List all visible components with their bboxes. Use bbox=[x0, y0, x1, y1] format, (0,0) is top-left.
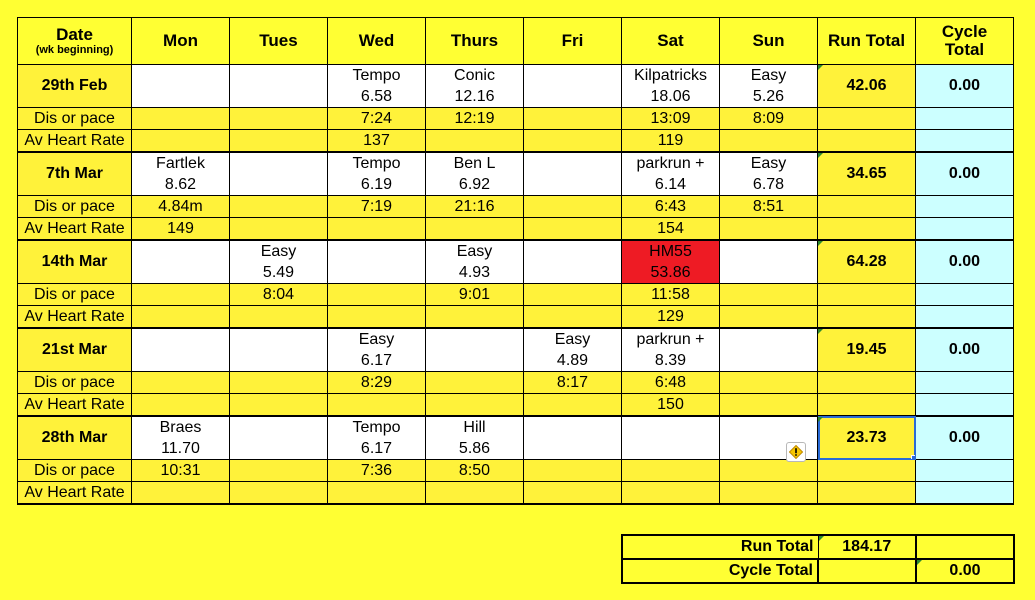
cycle-total-cell[interactable]: 0.00 bbox=[916, 152, 1014, 196]
header-date-sub: (wk beginning) bbox=[35, 43, 114, 56]
week-0-pace-row bbox=[18, 108, 1014, 130]
cell-wed-hr[interactable] bbox=[328, 306, 426, 329]
cell-mon-name[interactable] bbox=[132, 328, 230, 350]
week-2-hr-row bbox=[18, 306, 1014, 329]
header-thurs[interactable]: Thurs bbox=[426, 18, 524, 65]
warning-icon[interactable] bbox=[786, 442, 806, 462]
cell-mon-hr[interactable] bbox=[132, 130, 230, 153]
cell-mon-name[interactable] bbox=[132, 240, 230, 262]
run-total-cell[interactable]: 34.65 bbox=[818, 152, 916, 196]
cell-sun-name[interactable]: Easy bbox=[720, 152, 818, 174]
cell-tues-dist[interactable] bbox=[230, 174, 328, 196]
cell-fri-hr[interactable] bbox=[524, 394, 622, 417]
cell-tues-name[interactable] bbox=[230, 328, 328, 350]
cell-sat-name[interactable]: Kilpatricks bbox=[622, 65, 720, 87]
cycle-total-cell[interactable]: 0.00 bbox=[916, 328, 1014, 372]
week-date[interactable]: 29th Feb bbox=[18, 65, 132, 108]
cell-thurs-dist[interactable]: 5.86 bbox=[426, 438, 524, 460]
cell-mon-name[interactable]: Braes bbox=[132, 416, 230, 438]
cell-thurs-name[interactable]: Ben L bbox=[426, 152, 524, 174]
cell-mon-name[interactable]: Fartlek bbox=[132, 152, 230, 174]
cell-wed-pace[interactable]: 7:19 bbox=[328, 196, 426, 218]
cycle-total-empty-cell[interactable] bbox=[916, 394, 1014, 417]
week-4-pace-row bbox=[18, 460, 1014, 482]
run-total-empty-cell[interactable] bbox=[818, 482, 916, 505]
week-3-name-row bbox=[18, 328, 1014, 350]
header-date[interactable] bbox=[18, 18, 132, 65]
cycle-total-empty-cell[interactable] bbox=[916, 196, 1014, 218]
cell-tues-pace[interactable] bbox=[230, 196, 328, 218]
cell-mon-dist[interactable] bbox=[132, 350, 230, 372]
cell-thurs-hr[interactable] bbox=[426, 306, 524, 329]
cell-fri-name[interactable] bbox=[524, 416, 622, 438]
heart-rate-row-label[interactable]: Av Heart Rate bbox=[18, 130, 132, 153]
cell-thurs-hr[interactable] bbox=[426, 218, 524, 241]
grid-body bbox=[18, 65, 1014, 505]
cell-mon-dist[interactable] bbox=[132, 262, 230, 284]
cell-fri-pace[interactable] bbox=[524, 284, 622, 306]
cell-mon-pace[interactable] bbox=[132, 284, 230, 306]
cell-fri-pace[interactable] bbox=[524, 460, 622, 482]
run-total-empty-cell[interactable] bbox=[818, 460, 916, 482]
run-total-empty-cell[interactable] bbox=[818, 130, 916, 153]
run-total-empty-cell[interactable] bbox=[818, 372, 916, 394]
cell-fri-dist[interactable] bbox=[524, 86, 622, 108]
header-cycle-label: Cycle bbox=[941, 22, 988, 41]
run-total-empty-cell[interactable] bbox=[818, 218, 916, 241]
cell-tues-hr[interactable] bbox=[230, 394, 328, 417]
cell-thurs-hr[interactable] bbox=[426, 394, 524, 417]
cell-sat-dist[interactable]: 18.06 bbox=[622, 86, 720, 108]
cell-thurs-hr[interactable] bbox=[426, 130, 524, 153]
cell-wed-pace[interactable]: 8:29 bbox=[328, 372, 426, 394]
cell-fri-pace[interactable]: 8:17 bbox=[524, 372, 622, 394]
summary-run-total-row bbox=[622, 535, 1014, 559]
run-total-empty-cell[interactable] bbox=[818, 306, 916, 329]
cycle-total-cell[interactable]: 0.00 bbox=[916, 65, 1014, 108]
heart-rate-row-label[interactable]: Av Heart Rate bbox=[18, 306, 132, 329]
cell-sun-dist[interactable] bbox=[720, 350, 818, 372]
cell-tues-hr[interactable] bbox=[230, 482, 328, 505]
warning-icon-glyph bbox=[789, 445, 803, 459]
header-cycle-total[interactable] bbox=[916, 18, 1014, 65]
cell-sun-pace[interactable] bbox=[720, 372, 818, 394]
cell-sun-pace[interactable]: 8:09 bbox=[720, 108, 818, 130]
header-sat[interactable]: Sat bbox=[622, 18, 720, 65]
cell-thurs-name[interactable]: Easy bbox=[426, 240, 524, 262]
cell-sat-pace[interactable]: 6:48 bbox=[622, 372, 720, 394]
run-total-empty-cell[interactable] bbox=[818, 394, 916, 417]
week-2-pace-row bbox=[18, 284, 1014, 306]
cell-sun-dist[interactable]: 5.26 bbox=[720, 86, 818, 108]
heart-rate-row-label[interactable]: Av Heart Rate bbox=[18, 482, 132, 505]
cell-mon-pace[interactable] bbox=[132, 372, 230, 394]
cell-sat-hr[interactable] bbox=[622, 482, 720, 505]
cell-wed-pace[interactable]: 7:24 bbox=[328, 108, 426, 130]
run-total-empty-cell[interactable] bbox=[818, 284, 916, 306]
header-wed[interactable]: Wed bbox=[328, 18, 426, 65]
summary-run-total-label[interactable]: Run Total bbox=[622, 535, 818, 559]
cell-sat-name[interactable] bbox=[622, 416, 720, 438]
week-1-name-row bbox=[18, 152, 1014, 174]
cell-sun-dist[interactable]: 6.78 bbox=[720, 174, 818, 196]
pace-row-label[interactable]: Dis or pace bbox=[18, 372, 132, 394]
week-date[interactable]: 14th Mar bbox=[18, 240, 132, 284]
cycle-total-empty-cell[interactable] bbox=[916, 108, 1014, 130]
cell-wed-hr[interactable] bbox=[328, 482, 426, 505]
cell-sun-name[interactable] bbox=[720, 328, 818, 350]
cycle-total-empty-cell[interactable] bbox=[916, 130, 1014, 153]
cell-sat-pace[interactable] bbox=[622, 460, 720, 482]
cell-thurs-pace[interactable]: 12:19 bbox=[426, 108, 524, 130]
training-log-grid bbox=[17, 17, 1014, 505]
cell-sat-dist[interactable]: 8.39 bbox=[622, 350, 720, 372]
cell-mon-pace[interactable]: 10:31 bbox=[132, 460, 230, 482]
run-total-empty-cell[interactable] bbox=[818, 196, 916, 218]
cycle-total-empty-cell[interactable] bbox=[916, 306, 1014, 329]
cell-fri-dist[interactable] bbox=[524, 262, 622, 284]
summary-run-total-value[interactable]: 184.17 bbox=[818, 535, 916, 559]
cell-tues-hr[interactable] bbox=[230, 218, 328, 241]
cell-wed-hr[interactable]: 137 bbox=[328, 130, 426, 153]
cell-wed-dist[interactable]: 6.58 bbox=[328, 86, 426, 108]
cell-sun-dist[interactable] bbox=[720, 262, 818, 284]
cell-fri-dist[interactable]: 4.89 bbox=[524, 350, 622, 372]
week-3-pace-row bbox=[18, 372, 1014, 394]
cell-sat-dist[interactable]: 53.86 bbox=[622, 262, 720, 284]
cell-fri-hr[interactable] bbox=[524, 218, 622, 241]
cell-wed-dist[interactable] bbox=[328, 262, 426, 284]
cell-thurs-dist[interactable]: 12.16 bbox=[426, 86, 524, 108]
cell-sun-hr[interactable] bbox=[720, 218, 818, 241]
cell-mon-name[interactable] bbox=[132, 65, 230, 87]
cell-thurs-pace[interactable]: 21:16 bbox=[426, 196, 524, 218]
cell-mon-dist[interactable]: 11.70 bbox=[132, 438, 230, 460]
cycle-total-empty-cell[interactable] bbox=[916, 284, 1014, 306]
cell-sat-pace[interactable]: 11:58 bbox=[622, 284, 720, 306]
cell-wed-name[interactable] bbox=[328, 240, 426, 262]
run-total-cell[interactable]: 19.45 bbox=[818, 328, 916, 372]
cell-fri-pace[interactable] bbox=[524, 196, 622, 218]
cell-mon-pace[interactable]: 4.84m bbox=[132, 196, 230, 218]
cell-sun-hr[interactable] bbox=[720, 482, 818, 505]
cycle-total-empty-cell[interactable] bbox=[916, 482, 1014, 505]
cell-wed-name[interactable]: Tempo bbox=[328, 152, 426, 174]
cell-thurs-name[interactable]: Hill bbox=[426, 416, 524, 438]
cell-fri-hr[interactable] bbox=[524, 306, 622, 329]
cell-sun-pace[interactable] bbox=[720, 284, 818, 306]
cell-thurs-dist[interactable]: 6.92 bbox=[426, 174, 524, 196]
cell-thurs-name[interactable]: Conic bbox=[426, 65, 524, 87]
header-run-total[interactable]: Run Total bbox=[818, 18, 916, 65]
run-total-cell[interactable]: 64.28 bbox=[818, 240, 916, 284]
week-0-hr-row bbox=[18, 130, 1014, 153]
cell-tues-name[interactable] bbox=[230, 152, 328, 174]
cell-tues-dist[interactable] bbox=[230, 350, 328, 372]
cell-fri-name[interactable] bbox=[524, 152, 622, 174]
selection-fill-handle[interactable] bbox=[911, 455, 916, 460]
cell-wed-name[interactable]: Easy bbox=[328, 328, 426, 350]
cell-wed-pace[interactable] bbox=[328, 284, 426, 306]
cell-tues-pace[interactable]: 8:04 bbox=[230, 284, 328, 306]
cell-sat-hr[interactable]: 119 bbox=[622, 130, 720, 153]
cell-tues-name[interactable] bbox=[230, 65, 328, 87]
summary-run-total-empty[interactable] bbox=[916, 535, 1014, 559]
header-row bbox=[18, 18, 1014, 65]
cell-sun-hr[interactable] bbox=[720, 130, 818, 153]
cell-thurs-pace[interactable] bbox=[426, 372, 524, 394]
summary-cycle-total-value[interactable]: 0.00 bbox=[916, 559, 1014, 583]
pace-row-label[interactable]: Dis or pace bbox=[18, 196, 132, 218]
cell-tues-hr[interactable] bbox=[230, 306, 328, 329]
cell-thurs-dist[interactable]: 4.93 bbox=[426, 262, 524, 284]
cell-thurs-dist[interactable] bbox=[426, 350, 524, 372]
heart-rate-row-label[interactable]: Av Heart Rate bbox=[18, 394, 132, 417]
cycle-total-empty-cell[interactable] bbox=[916, 218, 1014, 241]
week-1-hr-row bbox=[18, 218, 1014, 241]
cycle-total-empty-cell[interactable] bbox=[916, 372, 1014, 394]
run-total-empty-cell[interactable] bbox=[818, 108, 916, 130]
header-tues[interactable]: Tues bbox=[230, 18, 328, 65]
week-1-pace-row bbox=[18, 196, 1014, 218]
summary-cycle-total-empty[interactable] bbox=[818, 559, 916, 583]
cell-sat-hr[interactable]: 129 bbox=[622, 306, 720, 329]
cell-fri-hr[interactable] bbox=[524, 130, 622, 153]
cell-sun-hr[interactable] bbox=[720, 394, 818, 417]
header-date-label: Date bbox=[56, 24, 93, 44]
cell-wed-hr[interactable] bbox=[328, 218, 426, 241]
cell-wed-hr[interactable] bbox=[328, 394, 426, 417]
cell-tues-hr[interactable] bbox=[230, 130, 328, 153]
cell-wed-name[interactable]: Tempo bbox=[328, 416, 426, 438]
cycle-total-cell[interactable]: 0.00 bbox=[916, 240, 1014, 284]
cell-sat-hr[interactable]: 154 bbox=[622, 218, 720, 241]
cell-thurs-pace[interactable]: 8:50 bbox=[426, 460, 524, 482]
header-sun[interactable]: Sun bbox=[720, 18, 818, 65]
cell-tues-dist[interactable]: 5.49 bbox=[230, 262, 328, 284]
summary-cycle-total-row bbox=[622, 559, 1014, 583]
cell-tues-name[interactable]: Easy bbox=[230, 240, 328, 262]
cell-mon-dist[interactable]: 8.62 bbox=[132, 174, 230, 196]
cell-wed-dist[interactable]: 6.19 bbox=[328, 174, 426, 196]
cell-thurs-name[interactable] bbox=[426, 328, 524, 350]
cell-fri-name[interactable] bbox=[524, 240, 622, 262]
cell-mon-dist[interactable] bbox=[132, 86, 230, 108]
week-date[interactable]: 7th Mar bbox=[18, 152, 132, 196]
pace-row-label[interactable]: Dis or pace bbox=[18, 460, 132, 482]
cycle-total-cell[interactable]: 0.00 bbox=[916, 416, 1014, 460]
cell-tues-pace[interactable] bbox=[230, 108, 328, 130]
cell-wed-name[interactable]: Tempo bbox=[328, 65, 426, 87]
cell-wed-dist[interactable]: 6.17 bbox=[328, 350, 426, 372]
cell-fri-hr[interactable] bbox=[524, 482, 622, 505]
week-2-name-row bbox=[18, 240, 1014, 262]
cell-sun-pace[interactable] bbox=[720, 460, 818, 482]
cell-sat-dist[interactable]: 6.14 bbox=[622, 174, 720, 196]
cell-mon-hr[interactable]: 149 bbox=[132, 218, 230, 241]
cell-fri-dist[interactable] bbox=[524, 438, 622, 460]
cell-fri-dist[interactable] bbox=[524, 174, 622, 196]
cell-sun-hr[interactable] bbox=[720, 306, 818, 329]
run-total-cell[interactable]: 23.73 bbox=[818, 416, 916, 460]
cell-sun-name[interactable]: Easy bbox=[720, 65, 818, 87]
pace-row-label[interactable]: Dis or pace bbox=[18, 284, 132, 306]
cell-mon-hr[interactable] bbox=[132, 306, 230, 329]
week-date[interactable]: 21st Mar bbox=[18, 328, 132, 372]
cell-sat-name[interactable]: parkrun + bbox=[622, 328, 720, 350]
cell-mon-pace[interactable] bbox=[132, 108, 230, 130]
cell-sat-pace[interactable]: 6:43 bbox=[622, 196, 720, 218]
cell-sat-pace[interactable]: 13:09 bbox=[622, 108, 720, 130]
cell-sat-dist[interactable] bbox=[622, 438, 720, 460]
header-mon[interactable]: Mon bbox=[132, 18, 230, 65]
cell-thurs-hr[interactable] bbox=[426, 482, 524, 505]
cell-thurs-pace[interactable]: 9:01 bbox=[426, 284, 524, 306]
week-4-hr-row bbox=[18, 482, 1014, 505]
cell-fri-name[interactable] bbox=[524, 65, 622, 87]
run-total-cell[interactable]: 42.06 bbox=[818, 65, 916, 108]
week-0-name-row bbox=[18, 65, 1014, 87]
cell-sat-name[interactable]: parkrun + bbox=[622, 152, 720, 174]
cell-tues-pace[interactable] bbox=[230, 372, 328, 394]
cell-tues-name[interactable] bbox=[230, 416, 328, 438]
cell-tues-dist[interactable] bbox=[230, 86, 328, 108]
cell-mon-hr[interactable] bbox=[132, 394, 230, 417]
cell-wed-pace[interactable]: 7:36 bbox=[328, 460, 426, 482]
cell-fri-pace[interactable] bbox=[524, 108, 622, 130]
cell-fri-name[interactable]: Easy bbox=[524, 328, 622, 350]
cell-tues-dist[interactable] bbox=[230, 438, 328, 460]
header-total-label: Total bbox=[944, 40, 985, 59]
cell-sat-name[interactable]: HM55 bbox=[622, 240, 720, 262]
pace-row-label[interactable]: Dis or pace bbox=[18, 108, 132, 130]
heart-rate-row-label[interactable]: Av Heart Rate bbox=[18, 218, 132, 241]
cell-tues-pace[interactable] bbox=[230, 460, 328, 482]
cycle-total-empty-cell[interactable] bbox=[916, 460, 1014, 482]
cell-sun-pace[interactable]: 8:51 bbox=[720, 196, 818, 218]
cell-sun-name[interactable] bbox=[720, 416, 818, 438]
header-fri[interactable]: Fri bbox=[524, 18, 622, 65]
cell-sun-name[interactable] bbox=[720, 240, 818, 262]
summary-table bbox=[621, 534, 1015, 584]
cell-sat-hr[interactable]: 150 bbox=[622, 394, 720, 417]
week-date[interactable]: 28th Mar bbox=[18, 416, 132, 460]
cell-wed-dist[interactable]: 6.17 bbox=[328, 438, 426, 460]
week-3-hr-row bbox=[18, 394, 1014, 417]
summary-cycle-total-label[interactable]: Cycle Total bbox=[622, 559, 818, 583]
week-4-name-row bbox=[18, 416, 1014, 438]
cell-mon-hr[interactable] bbox=[132, 482, 230, 505]
